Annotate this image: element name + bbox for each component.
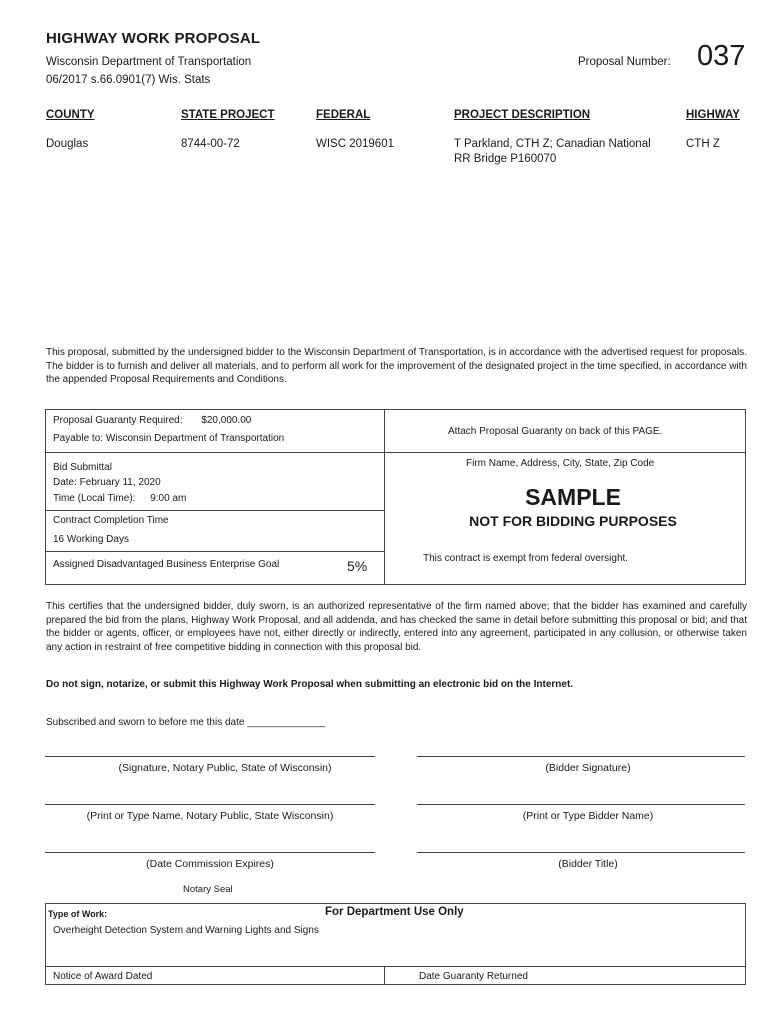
agency-name: Wisconsin Department of Transportation [46, 56, 252, 68]
header-state-project: STATE PROJECT [181, 109, 275, 121]
commission-expires-line[interactable] [45, 852, 375, 853]
info-row-divider-right [385, 452, 746, 453]
info-row-divider-2 [45, 510, 385, 511]
bidder-title-label: (Bidder Title) [558, 858, 618, 870]
completion-time-value: 16 Working Days [53, 534, 129, 545]
department-use-only: For Department Use Only [325, 906, 464, 918]
sample-watermark: SAMPLE [525, 484, 621, 510]
payable-to: Payable to: Wisconsin Department of Transportation [53, 433, 285, 444]
guaranty-amount: $20,000.00 [201, 415, 252, 426]
dbe-goal-value: 5% [347, 558, 368, 574]
info-row-divider-1 [45, 452, 385, 453]
form-title: HIGHWAY WORK PROPOSAL [46, 30, 261, 47]
statute-reference: 06/2017 s.66.0901(7) Wis. Stats [46, 74, 211, 86]
not-for-bidding: NOT FOR BIDDING PURPOSES [469, 513, 677, 529]
bidder-name-label: (Print or Type Bidder Name) [522, 810, 654, 822]
header-highway: HIGHWAY [686, 109, 740, 121]
federal-value: WISC 2019601 [316, 138, 394, 150]
bidder-title-line[interactable] [417, 852, 745, 853]
description-line-1: T Parkland, CTH Z; Canadian National [454, 138, 651, 150]
attach-guaranty-note: Attach Proposal Guaranty on back of this PAGE. [448, 426, 663, 437]
firm-name-label: Firm Name, Address, City, State, Zip Code [466, 458, 655, 469]
info-row-divider-3 [45, 551, 385, 552]
completion-time-label: Contract Completion Time [53, 515, 169, 526]
bidder-signature-line[interactable] [417, 756, 745, 757]
guaranty-required [53, 415, 251, 426]
proposal-number: 037 [697, 40, 746, 72]
bidder-name-line[interactable] [417, 804, 745, 805]
notary-signature-line[interactable] [45, 756, 375, 757]
bid-date: Date: February 11, 2020 [53, 477, 161, 488]
notice-of-award-label: Notice of Award Dated [53, 971, 153, 982]
project-description-value [454, 137, 651, 167]
bid-time [53, 493, 186, 504]
header-federal: FEDERAL [316, 109, 371, 121]
header-county: COUNTY [46, 109, 95, 121]
bid-submittal-label: Bid Submittal [53, 462, 112, 473]
notary-signature-label: (Signature, Notary Public, State of Wisconsin) [118, 762, 332, 774]
dept-box-row-divider [45, 966, 746, 967]
county-value: Douglas [46, 138, 89, 150]
notary-seal-label: Notary Seal [183, 884, 233, 895]
info-box-left-border [45, 409, 46, 585]
proposal-number-label: Proposal Number: [578, 56, 671, 68]
notary-name-line[interactable] [45, 804, 375, 805]
intro-paragraph: This proposal, submitted by the undersigned bidder to the Wisconsin Department of Transportation, is in accordance with the advertised request for proposals. The bidder is to furnish and deliver all materials, and to perform all work for the improvement of the designated project in the time specified, in accordance with the appended Proposal Requirements and Conditions. [46, 347, 747, 385]
subscribed-sworn-line: Subscribed and sworn to before me this date ______________ [46, 717, 326, 728]
highway-value: CTH Z [686, 138, 720, 150]
description-line-2: RR Bridge P160070 [454, 153, 557, 165]
bid-time-value: 9:00 am [150, 493, 187, 504]
date-guaranty-returned-label: Date Guaranty Returned [419, 971, 528, 982]
dept-box-col-divider [384, 966, 385, 985]
state-project-value: 8744-00-72 [181, 138, 240, 150]
header-project-description: PROJECT DESCRIPTION [454, 109, 591, 121]
bid-time-label: Time (Local Time): [53, 493, 136, 504]
commission-expires-label: (Date Commission Expires) [146, 858, 274, 870]
type-of-work-value: Overheight Detection System and Warning Lights and Signs [53, 925, 319, 936]
dbe-goal-label: Assigned Disadvantaged Business Enterprise Goal [53, 559, 280, 570]
electronic-bid-notice: Do not sign, notarize, or submit this Highway Work Proposal when submitting an electronic bid on the Internet. [46, 679, 574, 690]
notary-name-label: (Print or Type Name, Notary Public, State Wisconsin) [86, 810, 334, 822]
bidder-signature-label: (Bidder Signature) [545, 762, 631, 774]
guaranty-label: Proposal Guaranty Required: [53, 415, 183, 426]
federal-exempt-note: This contract is exempt from federal oversight. [423, 553, 629, 564]
type-of-work-label: Type of Work: [48, 909, 108, 919]
certification-paragraph: This certifies that the undersigned bidder, duly sworn, is an authorized representative of the firm named above; that the bidder has examined and carefully prepared the bid from the plans, Highway Work Proposal, and all addenda, and has checked the same in detail before submitting this proposal or bid; and that the bidder or agents, officer, or employees have not, either directly or indirectly, entered into any agreement, participated in any collusion, or otherwise taken any action in restraint of free competitive bidding in connection with this proposal bid. [46, 601, 747, 653]
